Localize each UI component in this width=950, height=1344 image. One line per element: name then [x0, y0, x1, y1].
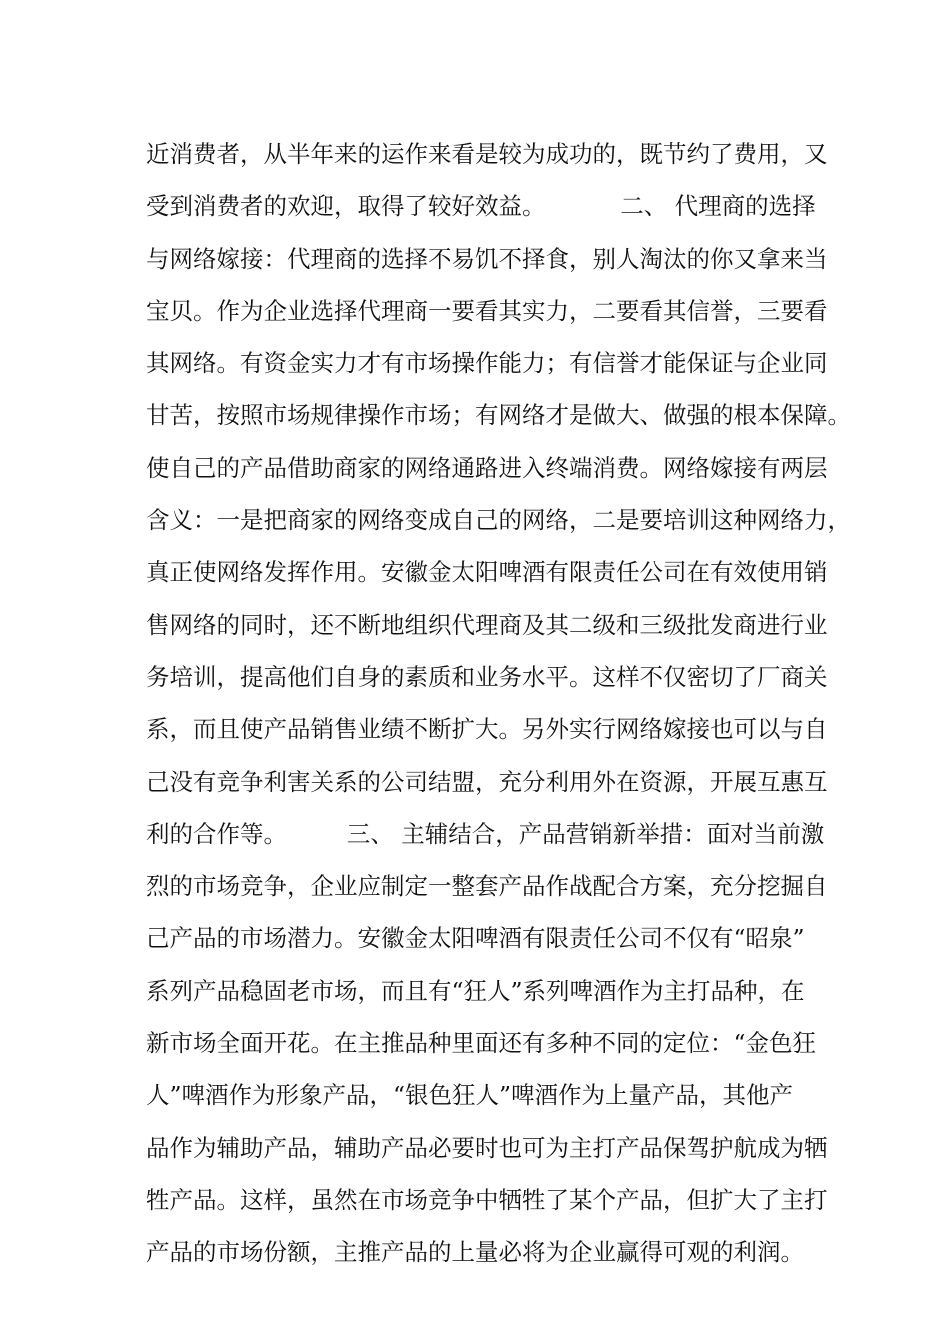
text-line: 系列产品稳固老市场，而且有“狂人”系列啤酒作为主打品种，在	[146, 976, 805, 1005]
text-line: 与网络嫁接：代理商的选择不易饥不择食，别人淘汰的你又拿来当	[146, 244, 828, 273]
text-line: 宝贝。作为企业选择代理商一要看其实力，二要看其信誉，三要看	[146, 296, 828, 325]
text-line: 人”啤酒作为形象产品，“银色狂人”啤酒作为上量产品，其他产	[146, 1081, 794, 1110]
text-line: 烈的市场竞争，企业应制定一整套产品作战配合方案，充分挖掘自	[146, 872, 828, 901]
text-line: 售网络的同时，还不断地组织代理商及其二级和三级批发商进行业	[146, 610, 828, 639]
text-line: 受到消费者的欢迎，取得了较好效益。 二、 代理商的选择	[146, 192, 816, 221]
text-line: 务培训，提高他们自身的素质和业务水平。这样不仅密切了厂商关	[146, 662, 828, 691]
text-line: 系，而且使产品销售业绩不断扩大。另外实行网络嫁接也可以与自	[146, 715, 828, 744]
text-line: 近消费者，从半年来的运作来看是较为成功的，既节约了费用，又	[146, 140, 828, 168]
text-line: 含义：一是把商家的网络变成自己的网络，二是要培训这种网络力，	[146, 506, 851, 535]
text-line: 利的合作等。 三、 主辅结合，产品营销新举措：面对当前激	[146, 819, 825, 848]
text-line: 己产品的市场潜力。安徽金太阳啤酒有限责任公司不仅有“昭泉”	[146, 924, 805, 953]
text-line: 新市场全面开花。在主推品种里面还有多种不同的定位：“金色狂	[146, 1029, 817, 1058]
text-line: 真正使网络发挥作用。安徽金太阳啤酒有限责任公司在有效使用销	[146, 558, 828, 587]
text-line: 牲产品。这样，虽然在市场竞争中牺牲了某个产品，但扩大了主打	[146, 1185, 828, 1214]
body-text	[146, 128, 851, 1279]
text-line: 其网络。有资金实力才有市场操作能力；有信誉才能保证与企业同	[146, 349, 828, 378]
text-line: 甘苦，按照市场规律操作市场；有网络才是做大、做强的根本保障。	[146, 401, 851, 430]
text-line: 产品的市场份额，主推产品的上量必将为企业赢得可观的利润。	[146, 1238, 804, 1267]
text-line: 品作为辅助产品，辅助产品必要时也可为主打产品保驾护航成为牺	[146, 1133, 828, 1162]
text-line: 使自己的产品借助商家的网络通路进入终端消费。网络嫁接有两层	[146, 453, 828, 482]
text-line: 己没有竞争利害关系的公司结盟，充分利用外在资源，开展互惠互	[146, 767, 828, 796]
